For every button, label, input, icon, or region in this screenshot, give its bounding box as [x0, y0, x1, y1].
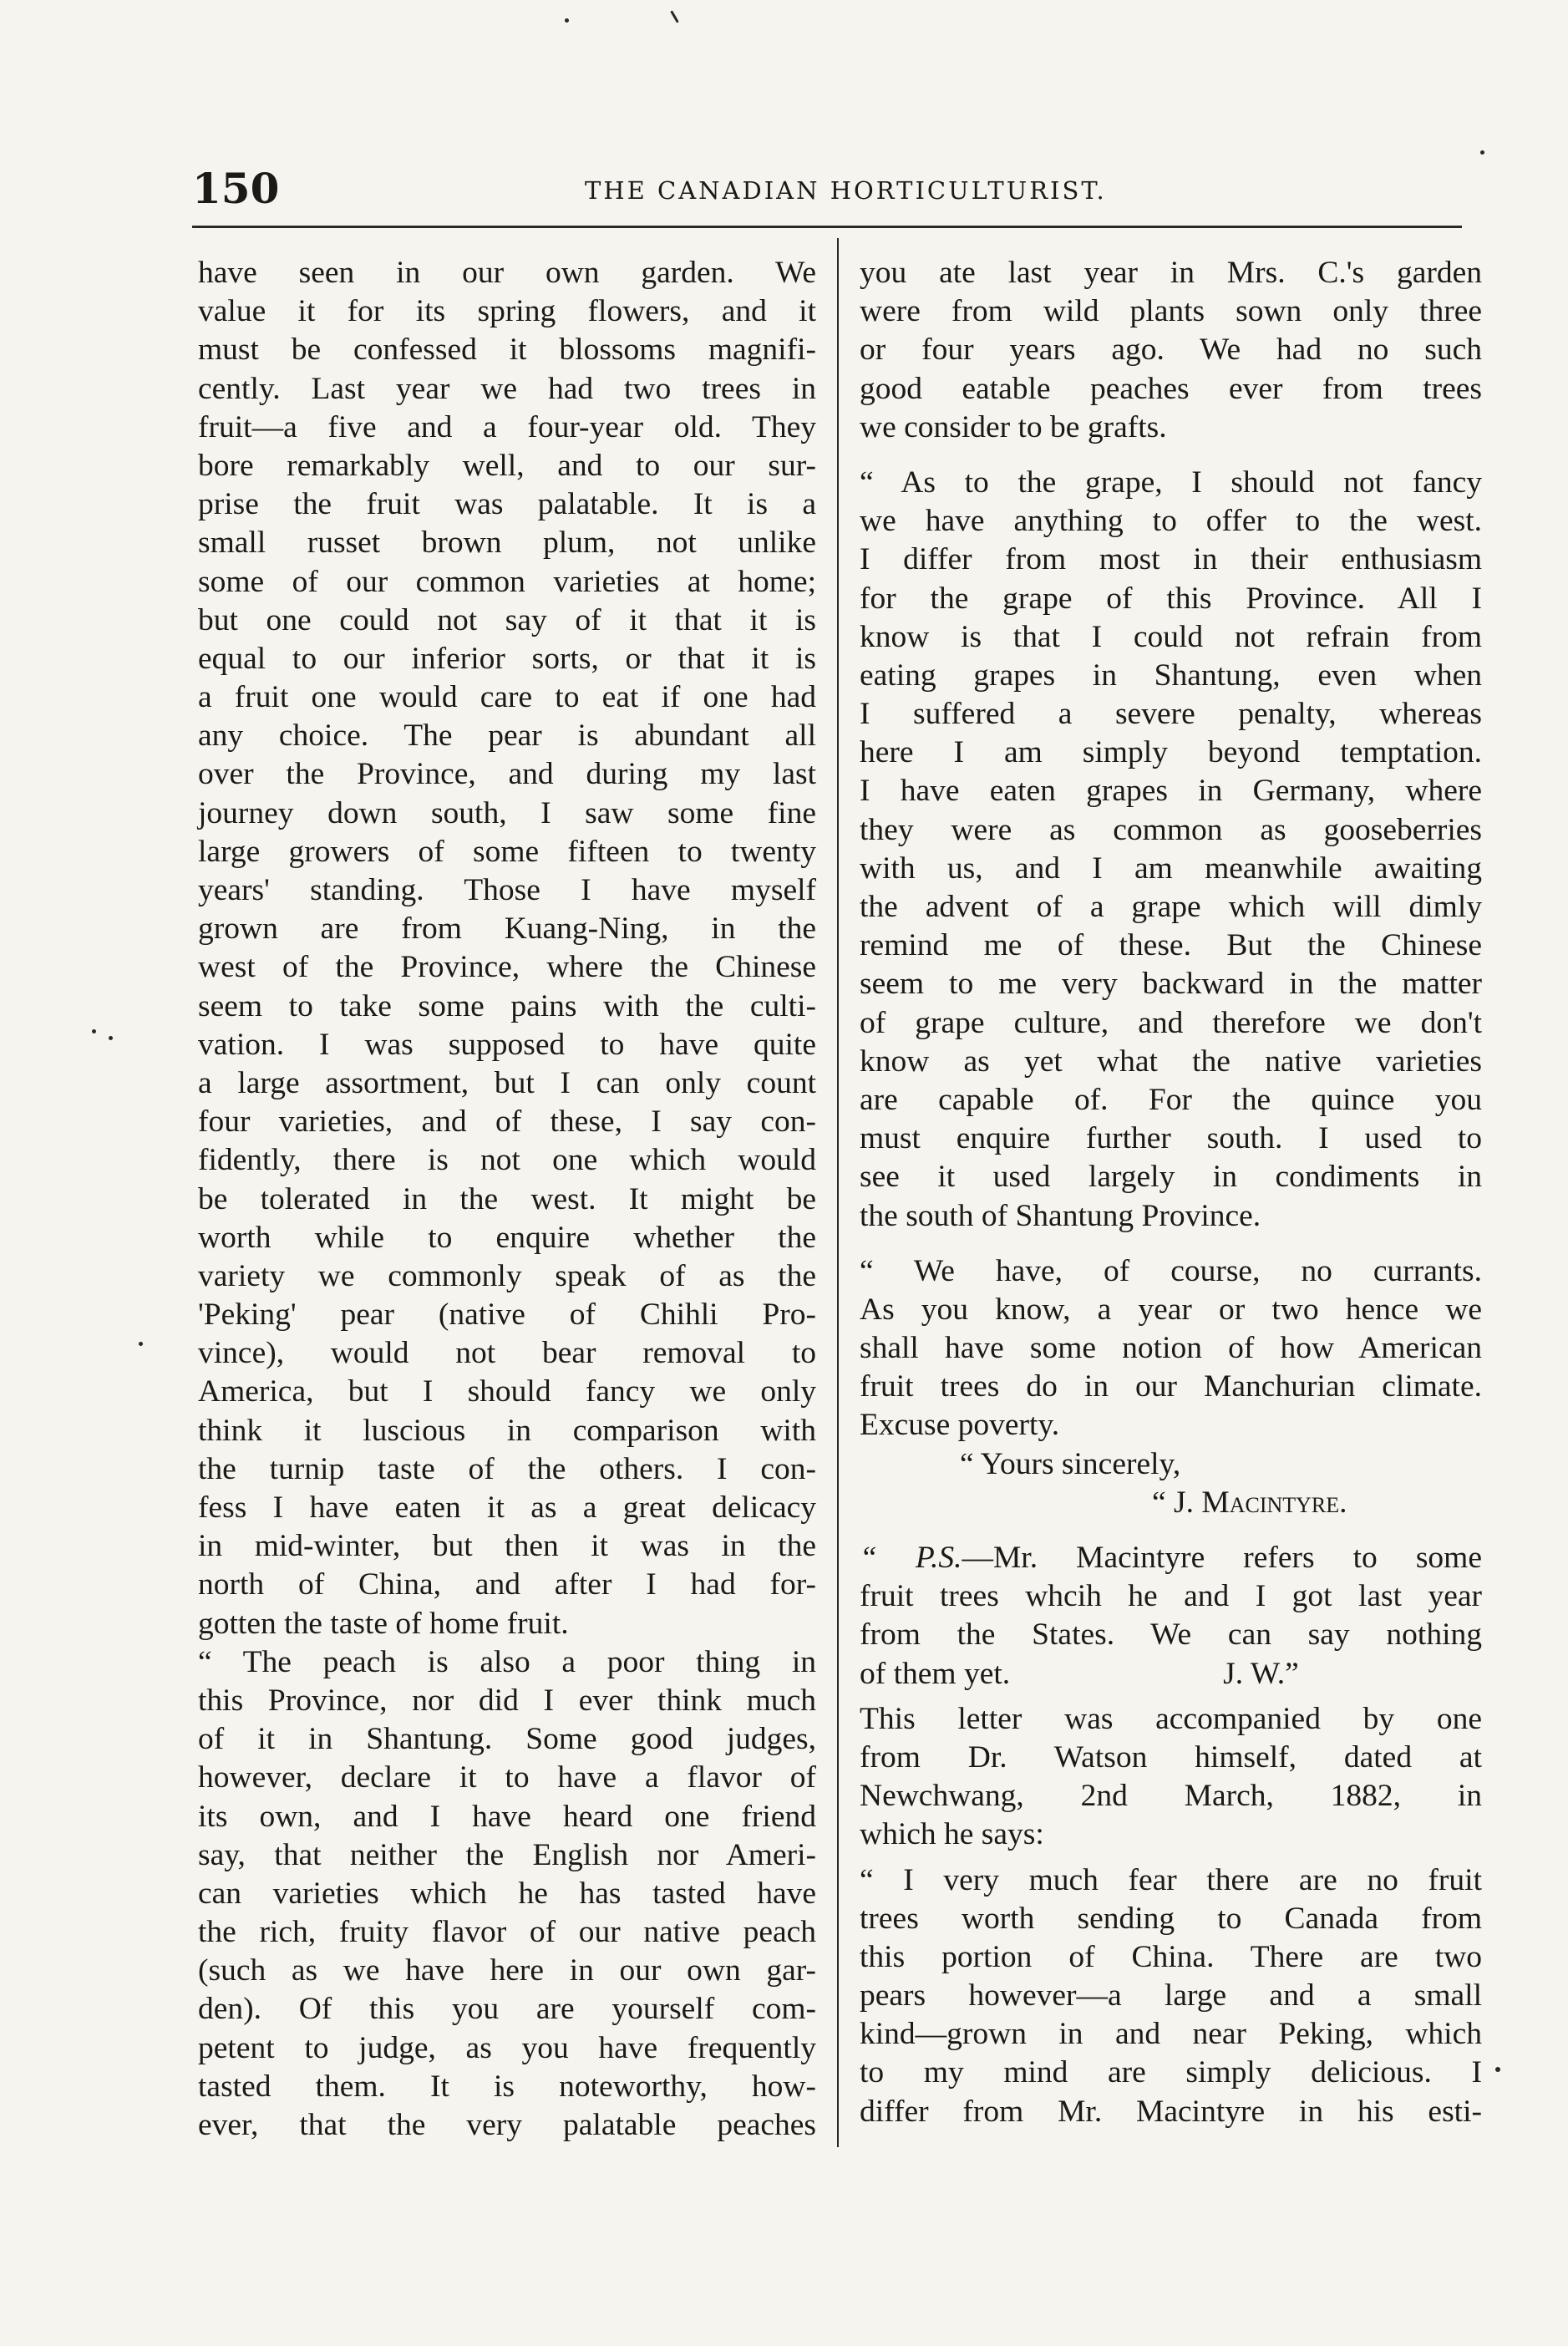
text-line: pears however—a large and a small: [860, 1978, 1482, 2013]
postscript-line: fruit trees whcih he and I got last year: [860, 1579, 1482, 1614]
text-line: kind—grown in and near Peking, which: [860, 2017, 1482, 2052]
text-line: in mid-winter, but then it was in the: [198, 1529, 816, 1564]
text-line: Newchwang, 2nd March, 1882, in: [860, 1779, 1482, 1814]
running-title: THE CANADIAN HORTICULTURIST.: [585, 176, 1107, 205]
paragraph-grape: [860, 464, 1482, 1236]
signature-prefix: “ J.: [1152, 1485, 1194, 1520]
text-line: its own, and I have heard one friend: [198, 1799, 816, 1834]
text-line: differ from Mr. Macintyre in his esti-: [860, 2094, 1482, 2129]
text-line: den). Of this you are yourself com-: [198, 1992, 816, 2027]
text-line: bore remarkably well, and to our sur-: [198, 448, 816, 483]
header-rule: [192, 226, 1462, 228]
page-number: 150: [192, 164, 280, 213]
text-line: from Dr. Watson himself, dated at: [860, 1739, 1482, 1775]
text-line: a large assortment, but I can only count: [198, 1065, 816, 1100]
postscript-line: [860, 1655, 1482, 1693]
text-line: seem to me very backward in the matter: [860, 967, 1482, 1002]
text-line: say, that neither the English nor Ameri-: [198, 1837, 816, 1872]
text-line: vation. I was supposed to have quite: [198, 1027, 816, 1062]
text-line: must enquire further south. I used to: [860, 1121, 1482, 1156]
page-header: [192, 164, 1462, 214]
text-line: years' standing. Those I have myself: [198, 873, 816, 907]
text-line: variety we commonly speak of as the: [198, 1258, 816, 1293]
text-line: north of China, and after I had for-: [198, 1567, 816, 1602]
text-line: As you know, a year or two hence we: [860, 1292, 1482, 1327]
ps-last-text: of them yet.: [860, 1656, 1011, 1691]
text-line: this Province, nor did I ever think much: [198, 1683, 816, 1718]
text-line: but one could not say of it that it is: [198, 602, 816, 637]
text-line: “ I very much fear there are no fruit: [860, 1862, 1482, 1897]
text-line: “ We have, of course, no currants.: [860, 1253, 1482, 1288]
text-line: petent to judge, as you have frequently: [198, 2030, 816, 2065]
text-line: 'Peking' pear (native of Chihli Pro-: [198, 1297, 816, 1333]
text-line: we consider to be grafts.: [860, 409, 1167, 444]
text-line: however, declare it to have a flavor of: [198, 1760, 816, 1795]
ps-line-text: —Mr. Macintyre refers to some: [962, 1541, 1482, 1575]
text-line: the rich, fruity flavor of our native peach: [198, 1915, 816, 1950]
text-line: this portion of China. There are two: [860, 1939, 1482, 1974]
text-line: seem to take some pains with the culti-: [198, 988, 816, 1023]
signature: [860, 1484, 1482, 1522]
text-line: trees worth sending to Canada from: [860, 1901, 1482, 1936]
text-line: can varieties which he has tasted have: [198, 1876, 816, 1911]
paragraph-grafted-peaches: [860, 254, 1482, 447]
text-line: fruit trees do in our Manchurian climate.: [860, 1369, 1482, 1404]
text-line: ever, that the very palatable peaches: [198, 2108, 816, 2142]
text-line: small russet brown plum, not unlike: [198, 526, 816, 561]
text-line: are capable of. For the quince you: [860, 1082, 1482, 1117]
text-line: we have anything to offer to the west.: [860, 504, 1482, 539]
text-line: vince), would not bear removal to: [198, 1336, 816, 1371]
text-line: be tolerated in the west. It might be: [198, 1181, 816, 1216]
right-column: [860, 254, 1482, 2131]
text-line: four varieties, and of these, I say con-: [198, 1104, 816, 1140]
paragraph-peking-pears: [860, 1861, 1482, 2131]
text-line: I differ from most in their enthusiasm: [860, 542, 1482, 577]
text-line: must be confessed it blossoms magnifi-: [198, 333, 816, 368]
text-line: you ate last year in Mrs. C.'s garden: [860, 256, 1482, 290]
text-line: the advent of a grape which will dimly: [860, 890, 1482, 924]
text-line: good eatable peaches ever from trees: [860, 371, 1482, 406]
text-line: This letter was accompanied by one: [860, 1701, 1482, 1736]
postscript-line: from the States. We can say nothing: [860, 1617, 1482, 1653]
paragraph-currants: [860, 1252, 1482, 1445]
text-line: here I am simply beyond temptation.: [860, 735, 1482, 770]
text-line: of it in Shantung. Some good judges,: [198, 1722, 816, 1757]
text-line: over the Province, and during my last: [198, 757, 816, 792]
text-line: the south of Shantung Province.: [860, 1198, 1261, 1233]
text-line: eating grapes in Shantung, even when: [860, 658, 1482, 693]
text-line: or four years ago. We had no such: [860, 333, 1482, 368]
signature-name: Macintyre.: [1201, 1485, 1347, 1520]
text-line: fess I have eaten it as a great delicacy: [198, 1490, 816, 1525]
text-line: I have eaten grapes in Germany, where: [860, 774, 1482, 809]
text-line: west of the Province, where the Chinese: [198, 950, 816, 985]
text-line: the turnip taste of the others. I con-: [198, 1451, 816, 1486]
text-line: “ The peach is also a poor thing in: [198, 1644, 816, 1679]
text-line: fruit—a five and a four-year old. They: [198, 409, 816, 444]
text-line: a fruit one would care to eat if one had: [198, 680, 816, 715]
text-line: value it for its spring flowers, and it: [198, 294, 816, 329]
text-line: “ As to the grape, I should not fancy: [860, 465, 1482, 500]
text-line: gotten the taste of home fruit.: [198, 1606, 569, 1641]
paragraph-watson-letter: [860, 1700, 1482, 1855]
text-line: worth while to enquire whether the: [198, 1220, 816, 1255]
text-line: America, but I should fancy we only: [198, 1374, 816, 1409]
text-line: shall have some notion of how American: [860, 1331, 1482, 1366]
text-line: know as yet what the native varieties: [860, 1044, 1482, 1079]
text-line: I suffered a severe penalty, whereas: [860, 697, 1482, 732]
text-line: journey down south, I saw some fine: [198, 795, 816, 830]
postscript-line: [860, 1539, 1482, 1577]
scan-speck: [670, 10, 679, 23]
text-line: were from wild plants sown only three: [860, 294, 1482, 329]
scan-speck: [1495, 2067, 1500, 2072]
text-line: with us, and I am meanwhile awaiting: [860, 851, 1482, 886]
text-line: equal to our inferior sorts, or that it is: [198, 641, 816, 676]
text-line: which he says:: [860, 1817, 1044, 1852]
text-line: think it luscious in comparison with: [198, 1413, 816, 1448]
scan-speck: [139, 1342, 143, 1346]
column-divider: [837, 238, 839, 2147]
text-line: remind me of these. But the Chinese: [860, 928, 1482, 963]
text-line: of grape culture, and therefore we don't: [860, 1005, 1482, 1040]
text-line: see it used largely in condiments in: [860, 1160, 1482, 1195]
text-line: prise the fruit was palatable. It is a: [198, 487, 816, 522]
text-line: fidently, there is not one which would: [198, 1143, 816, 1178]
text-line: to my mind are simply delicious. I: [860, 2055, 1482, 2090]
text-line: have seen in our own garden. We: [198, 256, 816, 290]
closing-line: “ Yours sincerely,: [960, 1446, 1181, 1481]
scan-speck: [92, 1029, 96, 1033]
text-line: cently. Last year we had two trees in: [198, 371, 816, 406]
text-line: large growers of some fifteen to twenty: [198, 834, 816, 869]
text-line: know is that I could not refrain from: [860, 619, 1482, 654]
scan-speck: [565, 18, 569, 23]
left-column: [198, 254, 816, 2145]
text-line: grown are from Kuang-Ning, in the: [198, 911, 816, 947]
text-line: tasted them. It is noteworthy, how-: [198, 2069, 816, 2104]
text-line: (such as we have here in our own gar-: [198, 1953, 816, 1988]
text-line: any choice. The pear is abundant all: [198, 719, 816, 754]
text-line: for the grape of this Province. All I: [860, 581, 1482, 616]
ps-marker: “ P.S.: [860, 1541, 962, 1575]
scan-speck: [109, 1036, 113, 1040]
text-line: they were as common as gooseberries: [860, 812, 1482, 847]
postscript: [860, 1539, 1482, 1693]
scan-speck: [1480, 150, 1484, 155]
ps-initials: J. W.”: [1223, 1656, 1299, 1691]
text-line: Excuse poverty.: [860, 1408, 1060, 1443]
text-line: some of our common varieties at home;: [198, 564, 816, 599]
